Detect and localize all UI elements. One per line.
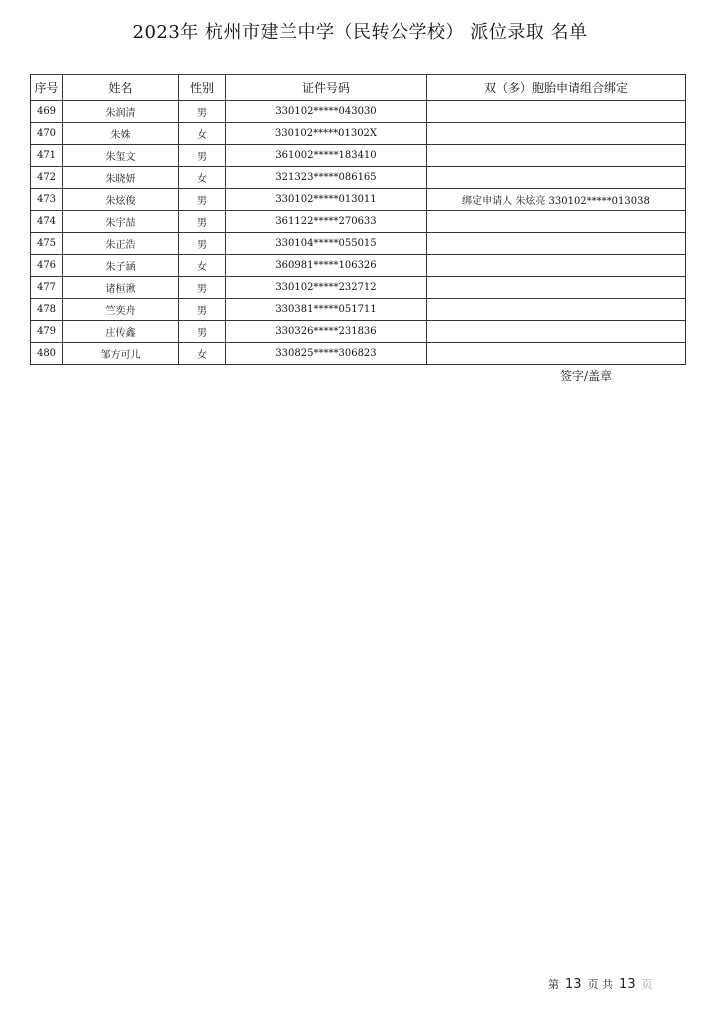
cell-name: 诸桓湫 [63,277,179,299]
table-row [31,211,686,233]
cell-twin-binding [427,321,686,343]
table-row [31,101,686,123]
header-serial: 序号 [31,75,63,101]
footer-page-suffix: 页 [641,978,653,991]
cell-id-number: 330326*****231836 [226,321,427,343]
cell-id-number: 360981*****106326 [226,255,427,277]
footer-total-pages: 13 [619,977,636,992]
cell-twin-binding [427,255,686,277]
header-id-number: 证件号码 [226,75,427,101]
signature-label: 签字/盖章 [560,369,613,383]
cell-twin-binding [427,167,686,189]
cell-serial: 477 [31,277,63,299]
table-row [31,167,686,189]
admission-table [30,74,686,365]
cell-name: 邹方可儿 [63,343,179,365]
header-name: 姓名 [63,75,179,101]
cell-serial: 473 [31,189,63,211]
cell-twin-binding [427,101,686,123]
cell-twin-binding [427,299,686,321]
footer-page-prefix: 第 [548,978,559,991]
page-footer [548,976,653,992]
cell-gender: 女 [179,255,226,277]
cell-id-number: 330825*****306823 [226,343,427,365]
cell-name: 朱姝 [63,123,179,145]
cell-serial: 474 [31,211,63,233]
cell-id-number: 330102*****013011 [226,189,427,211]
cell-name: 朱宇喆 [63,211,179,233]
table-row [31,277,686,299]
table-row [31,233,686,255]
footer-page-mid: 页 共 [587,978,614,991]
cell-id-number: 321323*****086165 [226,167,427,189]
cell-name: 朱玺文 [63,145,179,167]
cell-gender: 女 [179,343,226,365]
cell-twin-binding [427,123,686,145]
cell-gender: 男 [179,211,226,233]
cell-id-number: 361002*****183410 [226,145,427,167]
cell-twin-binding [427,277,686,299]
cell-serial: 476 [31,255,63,277]
cell-gender: 男 [179,299,226,321]
cell-gender: 男 [179,277,226,299]
cell-id-number: 330381*****051711 [226,299,427,321]
cell-name: 朱晓妍 [63,167,179,189]
table-row [31,145,686,167]
cell-serial: 479 [31,321,63,343]
cell-id-number: 330102*****043030 [226,101,427,123]
footer-page-number: 13 [565,977,582,992]
cell-name: 朱润清 [63,101,179,123]
table-header-row [31,75,686,101]
table-row [31,255,686,277]
cell-twin-binding [427,343,686,365]
header-twin-binding: 双（多）胞胎申请组合绑定 [427,75,686,101]
cell-twin-binding [427,145,686,167]
cell-serial: 469 [31,101,63,123]
cell-gender: 男 [179,233,226,255]
cell-name: 朱正浩 [63,233,179,255]
cell-serial: 475 [31,233,63,255]
cell-serial: 478 [31,299,63,321]
cell-name: 竺奕舟 [63,299,179,321]
cell-gender: 男 [179,101,226,123]
cell-id-number: 330102*****01302X [226,123,427,145]
cell-serial: 480 [31,343,63,365]
cell-gender: 男 [179,145,226,167]
table-row [31,189,686,211]
cell-twin-binding [427,233,686,255]
table-row [31,321,686,343]
table-row [31,299,686,321]
document-title: 2023年 杭州市建兰中学（民转公学校） 派位录取 名单 [132,22,588,43]
cell-twin-binding [427,211,686,233]
cell-serial: 470 [31,123,63,145]
cell-name: 朱子涵 [63,255,179,277]
table-row [31,123,686,145]
cell-gender: 女 [179,167,226,189]
cell-gender: 女 [179,123,226,145]
cell-id-number: 361122*****270633 [226,211,427,233]
cell-id-number: 330104*****055015 [226,233,427,255]
cell-id-number: 330102*****232712 [226,277,427,299]
header-gender: 性别 [179,75,226,101]
cell-serial: 472 [31,167,63,189]
cell-serial: 471 [31,145,63,167]
cell-name: 朱炫俊 [63,189,179,211]
cell-name: 庄传鑫 [63,321,179,343]
table-row [31,343,686,365]
cell-gender: 男 [179,189,226,211]
cell-twin-binding: 绑定申请人 朱炫亮 330102*****013038 [427,189,686,211]
cell-gender: 男 [179,321,226,343]
